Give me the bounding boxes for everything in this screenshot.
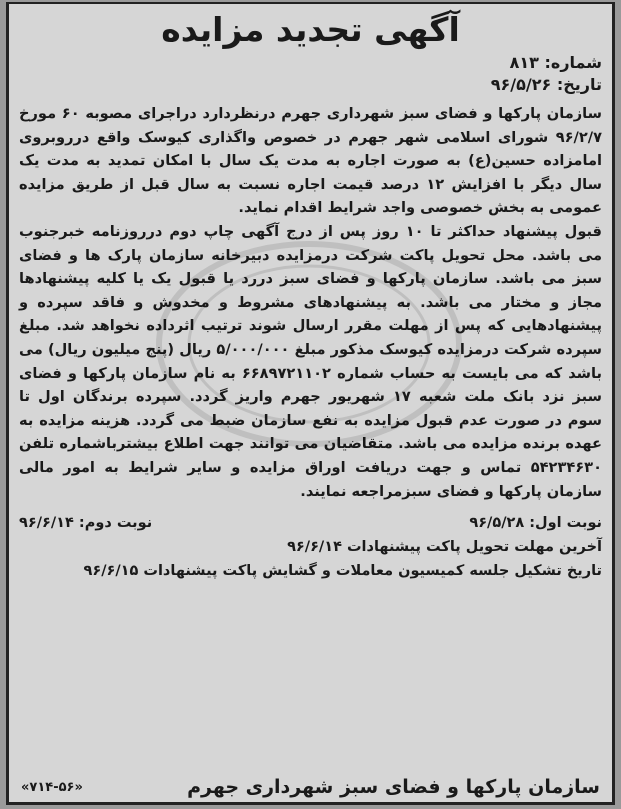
first-publication: نوبت اول: ۹۶/۵/۲۸ bbox=[469, 515, 602, 532]
notice-number: شماره: ۸۱۳ bbox=[509, 53, 602, 72]
notice-body bbox=[19, 102, 602, 503]
publication-rounds bbox=[19, 511, 602, 535]
notice-schedule bbox=[19, 511, 602, 583]
tender-notice bbox=[6, 2, 615, 805]
ad-code: «۷۱۴-۵۶» bbox=[21, 779, 83, 795]
commission-session: تاریخ تشکیل جلسه کمیسیون معاملات و گشایش پاکت پیشنهادات ۹۶/۶/۱۵ bbox=[83, 563, 602, 580]
organization-name: سازمان پارکها و فضای سبز شهرداری جهرم bbox=[187, 776, 600, 798]
notice-footer bbox=[9, 772, 612, 802]
second-publication: نوبت دوم: ۹۶/۶/۱۴ bbox=[19, 515, 153, 532]
notice-meta bbox=[9, 52, 612, 96]
submission-deadline: آخرین مهلت تحویل پاکت پیشنهادات ۹۶/۶/۱۴ bbox=[287, 539, 602, 556]
paragraph-conditions: قبول پیشنهاد حداکثر تا ۱۰ روز پس از درج آگهی چاپ دوم درروزنامه خبرجنوب می باشد. محل تحویل پاکت شرکت درمزایده دبیرخانه سازمان پارک ها و فضای سبز می باشد. سازمان پارکها و فضای سبز دررد یا قبول یک یا کلیه پیشنهادها مجاز و مختار می باشد. به پیشنهادهای مشروط و مخدوش و فاقد سپرده و پیشنهادهایی که پس از مهلت مقرر ارسال شوند ترتیب اثرداده نخواهد شد. مبلغ سپرده شرکت درمزایده کیوسک مذکور مبلغ ۵/۰۰۰/۰۰۰ ریال (پنج میلیون ریال) می باشد که می بایست به حساب شماره ۶۶۸۹۷۲۱۱۰۲ به نام سازمان پارکها و فضای سبز نزد بانک ملت شعبه ۱۷ شهریور جهرم واریز گردد. سپرده برندگان اول تا سوم در صورت عدم قبول مزایده به نفع سازمان ضبط می گردد. هزینه مزایده به عهده برنده مزایده می باشد. متقاضیان می توانند جهت اطلاع بیشترباشماره تلفن ۵۴۲۳۴۶۳۰ تماس و جهت دریافت اوراق مزایده و سایر شرایط به امور مالی سازمان پارکها و فضای سبزمراجعه نمایند. bbox=[19, 222, 603, 500]
notice-date: تاریخ: ۹۶/۵/۲۶ bbox=[490, 75, 602, 94]
paragraph-intro: سازمان پارکها و فضای سبز شهرداری جهرم درنظردارد دراجرای مصوبه ۶۰ مورخ ۹۶/۲/۷ شورای اسلامی شهر جهرم در خصوص واگذاری کیوسک واقع درروبروی امامزاده حسین(ع) به صورت اجاره به مدت یک سال با امکان تمدید به مدت یک سال دیگر با افزایش ۱۲ درصد قیمت اجاره نسبت به سال قبل از طریق مزایده عمومی به بخش خصوصی واجد شرایط اقدام نماید. bbox=[19, 105, 602, 217]
notice-title: آگهی تجدید مزایده bbox=[161, 10, 460, 49]
